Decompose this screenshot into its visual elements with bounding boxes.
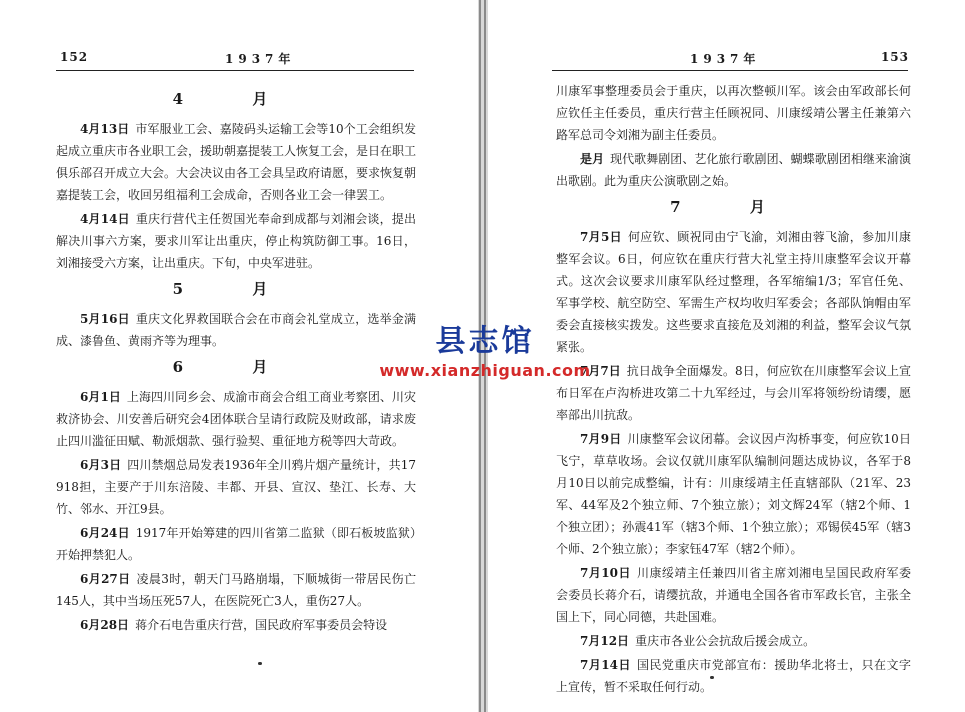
right-page-content <box>556 80 911 700</box>
month-heading: 4 月 <box>172 90 300 108</box>
entry-text: 四川禁烟总局发表1936年全川鸦片烟产量统计，共17 918担，主要产于川东涪陵、丰都、开县、宣汉、垫江、长寿、大竹、邻水、开江9县。 <box>56 458 417 516</box>
entry-text: 川康整军会议闭幕。会议因卢沟桥事变，何应钦10日飞宁，草草收场。会议仅就川康军队编制问题达成协议，各军于8月10日以前完成整编，计有：川康绥靖主任直辖部队（21军、23军、44军及2个独立师、7个独立旅）；刘文辉24军（辖2个师、1个独立团）；孙震41军（辖3个师、1个独立旅）；邓锡侯45军（辖3个师、2个独立旅）；李家钰47军（辖2个师）。 <box>556 432 911 556</box>
entry-date: 4月14日 <box>80 212 130 226</box>
chronicle-entry <box>556 654 911 698</box>
left-page-content <box>56 84 416 638</box>
chronicle-entry <box>56 522 416 566</box>
left-page-number: 152 <box>60 50 89 64</box>
chronicle-entry <box>556 428 911 560</box>
month-heading: 5 月 <box>172 280 300 298</box>
entry-date: 7月5日 <box>580 230 622 244</box>
entry-date: 是月 <box>580 152 605 166</box>
entry-date: 6月27日 <box>80 572 131 586</box>
page-gutter <box>478 0 488 712</box>
entry-date: 6月24日 <box>80 526 130 540</box>
chronicle-entry <box>56 118 416 206</box>
entry-text: 1917年开始筹建的四川省第二监狱（即石板坡监狱）开始押禁犯人。 <box>56 526 416 562</box>
right-header-rule <box>552 70 908 71</box>
entry-date: 7月9日 <box>580 432 622 446</box>
entry-text: 蒋介石电告重庆行营，国民政府军事委员会特设 <box>135 618 388 632</box>
month-heading: 7 月 <box>670 198 797 216</box>
entry-date: 7月10日 <box>580 566 631 580</box>
entry-text: 川康绥靖主任兼四川省主席刘湘电呈国民政府军委会委员长蒋介石，请缨抗敌，并通电全国各省市军政长官，主张全国上下，同心同德，共赴国难。 <box>556 566 911 624</box>
left-header-rule <box>56 70 414 71</box>
left-page <box>0 0 478 712</box>
watermark-title: 县志馆 <box>435 324 535 359</box>
entry-text: 重庆行营代主任贺国光奉命到成都与刘湘会谈，提出解决川事六方案，要求川军让出重庆，停止构筑防御工事。16日，刘湘接受六方案，让出重庆。下旬，中央军进驻。 <box>56 212 416 270</box>
scan-speck <box>710 676 714 679</box>
entry-text: 上海四川同乡会、成渝市商会合组工商业考察团、川灾救济协会、川安善后研究会4团体联合呈请行政院及财政部，请求废止四川滥征田赋、勒派烟款、强行验契、重征地方税等四大苛政。 <box>56 390 416 448</box>
entry-date: 4月13日 <box>80 122 130 136</box>
chronicle-entry <box>56 386 416 452</box>
chronicle-entry <box>56 568 416 612</box>
chronicle-entry <box>556 148 911 192</box>
entry-date: 7月7日 <box>580 364 621 378</box>
chronicle-entry <box>56 208 416 274</box>
entry-date: 7月14日 <box>580 658 631 672</box>
gutter-edge-right <box>484 0 486 712</box>
scan-speck <box>258 662 262 665</box>
entry-text: 现代歌舞剧团、艺化旅行歌剧团、蝴蝶歌剧团相继来渝演出歌剧。此为重庆公演歌剧之始。 <box>556 152 911 188</box>
right-page-header <box>552 50 909 68</box>
entry-text: 市军服业工会、嘉陵码头运输工会等10个工会组织发起成立重庆市各业职工会，援助朝嘉提装工人恢复工会，是日在职工俱乐部召开成立大会。大会决议由各工会具呈政府请愿，要求恢复朝嘉提装工会，收回另组福利工会成命，否则各业工会一律罢工。 <box>56 122 417 202</box>
entry-date: 7月12日 <box>580 634 630 648</box>
entry-text: 何应钦、顾祝同由宁飞渝，刘湘由蓉飞渝，参加川康整军会议。6日，何应钦在重庆行营大礼堂主持川康整军会议开幕式。这次会议要求川康军队经过整理，各军缩编1/3；军官任免、军事学校、航空防空、军需生产权均收归军委会；各部队饷帽由军委会直接核实拨发。这些要求直接危及刘湘的利益，整军会议气氛紧张。 <box>556 230 911 354</box>
chronicle-entry <box>556 226 911 358</box>
chronicle-entry <box>556 562 911 628</box>
entry-date: 6月1日 <box>80 390 121 404</box>
entry-text: 重庆文化界救国联合会在市商会礼堂成立，选举金满成、漆鲁鱼、黄雨齐等为理事。 <box>56 312 416 348</box>
right-page <box>488 0 965 712</box>
chronicle-entry <box>556 360 911 426</box>
continuation-text: 川康军事整理委员会于重庆，以再次整顿川军。该会由军政部长何应钦任主任委员，重庆行营主任顾祝同、川康绥靖公署主任兼第六路军总司令刘湘为副主任委员。 <box>556 84 911 142</box>
month-heading: 6 月 <box>172 358 300 376</box>
chronicle-entry <box>556 630 911 652</box>
entry-date: 6月3日 <box>80 458 122 472</box>
entry-date: 5月16日 <box>80 312 130 326</box>
right-year-header: 1937年 <box>690 52 761 66</box>
chronicle-entry <box>56 614 416 636</box>
gutter-edge-left <box>479 0 481 712</box>
left-page-header <box>60 50 415 68</box>
chronicle-entry <box>56 308 416 352</box>
entry-text: 凌晨3时，朝天门马路崩塌，下顺城街一带居民伤亡145人，其中当场压死57人，在医院死亡3人，重伤27人。 <box>56 572 416 608</box>
right-page-number: 153 <box>880 50 909 64</box>
chronicle-entry <box>56 454 416 520</box>
entry-text: 抗日战争全面爆发。8日，何应钦在川康整军会议上宣布日军在卢沟桥进攻第二十九军经过，与会川军将领纷纷请缨，愿率部出川抗敌。 <box>556 364 911 422</box>
left-year-header: 1937年 <box>225 52 296 66</box>
watermark-url: www.xianzhiguan.com <box>379 361 591 380</box>
entry-text: 国民党重庆市党部宣布：援助华北将士，只在文字上宣传，暂不采取任何行动。 <box>556 658 911 694</box>
entry-date: 6月28日 <box>80 618 130 632</box>
entry-text: 重庆市各业公会抗敌后援会成立。 <box>635 634 816 648</box>
